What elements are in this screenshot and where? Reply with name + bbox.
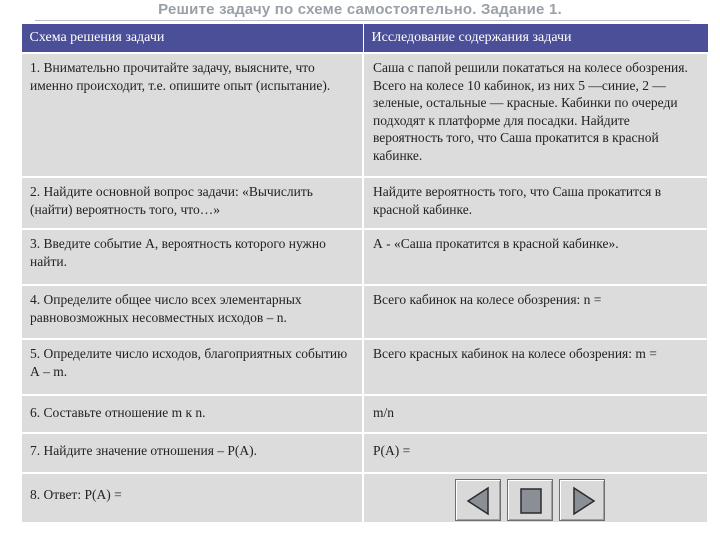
column-header-scheme: Схема решения задачи bbox=[21, 24, 363, 54]
next-icon bbox=[560, 480, 606, 522]
table-row bbox=[21, 339, 708, 395]
title-divider bbox=[35, 20, 690, 21]
column-header-analysis: Исследование содержания задачи bbox=[363, 24, 708, 54]
analysis-cell: Всего кабинок на колесе обозрения: n = bbox=[363, 285, 708, 339]
analysis-cell: m/n bbox=[363, 395, 708, 433]
solution-table bbox=[20, 23, 709, 524]
step-cell: 5. Определите число исходов, благоприятных событию А – m. bbox=[21, 339, 363, 395]
previous-icon bbox=[456, 480, 502, 522]
table-row bbox=[21, 433, 708, 473]
next-slide-button[interactable] bbox=[559, 479, 605, 521]
step-cell: 6. Составьте отношение m к n. bbox=[21, 395, 363, 433]
solution-table-container bbox=[20, 23, 707, 524]
analysis-cell: А - «Саша прокатится в красной кабинке». bbox=[363, 229, 708, 285]
step-cell: 8. Ответ: Р(А) = bbox=[21, 473, 363, 523]
table-row bbox=[21, 53, 708, 177]
stop-slideshow-button[interactable] bbox=[507, 479, 553, 521]
analysis-cell: Найдите вероятность того, что Саша прокатится в красной кабинке. bbox=[363, 177, 708, 229]
step-cell: 7. Найдите значение отношения – Р(А). bbox=[21, 433, 363, 473]
stop-icon bbox=[508, 480, 554, 522]
step-cell: 3. Введите событие А, вероятность которого нужно найти. bbox=[21, 229, 363, 285]
table-row bbox=[21, 395, 708, 433]
step-cell: 4. Определите общее число всех элементарных равновозможных несовместных исходов – n. bbox=[21, 285, 363, 339]
table-header-row bbox=[21, 24, 708, 54]
table-row bbox=[21, 229, 708, 285]
step-cell: 2. Найдите основной вопрос задачи: «Вычислить (найти) вероятность того, что…» bbox=[21, 177, 363, 229]
table-row bbox=[21, 177, 708, 229]
previous-slide-button[interactable] bbox=[455, 479, 501, 521]
table-row bbox=[21, 285, 708, 339]
slide-navigation bbox=[455, 479, 605, 523]
analysis-cell: Р(А) = bbox=[363, 433, 708, 473]
step-cell: 1. Внимательно прочитайте задачу, выясните, что именно происходит, т.е. опишите опыт (испытание). bbox=[21, 53, 363, 177]
slide-title: Решите задачу по схеме самостоятельно. Задание 1. bbox=[158, 1, 562, 18]
analysis-cell: Саша с папой решили покататься на колесе обозрения. Всего на колесе 10 кабинок, из них 5 —синие, 2 — зеленые, остальные — красные. Кабинки по очереди подходят к платформе для посадки. Найдите вероятность того, что Саша прокатится в красной кабинке. bbox=[363, 53, 708, 177]
analysis-cell: Всего красных кабинок на колесе обозрения: m = bbox=[363, 339, 708, 395]
